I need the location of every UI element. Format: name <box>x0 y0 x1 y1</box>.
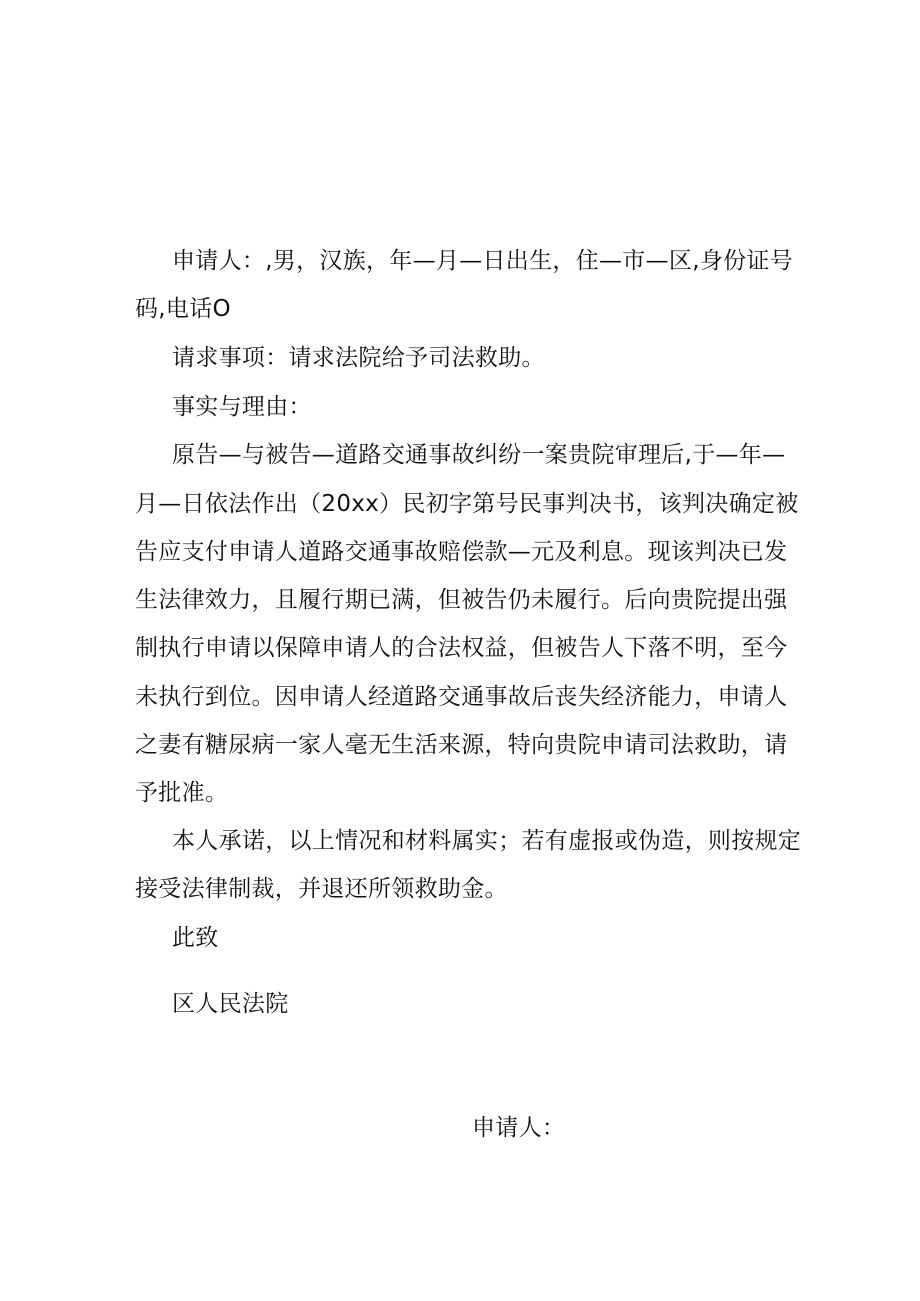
facts-line-8: 予批准。 <box>135 780 229 806</box>
facts-line-4: 生法律效力，且履行期已满，但被告仍未履行。后向贵院提出强 <box>135 587 788 613</box>
facts-line-5: 制执行申请以保障申请人的合法权益，但被告人下落不明，至今 <box>135 635 788 661</box>
facts-line-7: 之妻有糖尿病一家人毫无生活来源，特向贵院申请司法救助，请 <box>135 732 788 758</box>
facts-line-6: 未执行到位。因申请人经道路交通事故后丧失经济能力，申请人 <box>135 684 788 710</box>
facts-line-1: 原告—与被告—道路交通事故纠纷一案贵院审理后,于—年— <box>172 442 786 468</box>
facts-line-3: 告应支付申请人道路交通事故赔偿款—元及利息。现该判决已发 <box>135 539 788 565</box>
signature-label: 申请人： <box>472 1115 566 1141</box>
applicant-info-line-1: 申请人：,男，汉族，年—月—日出生，住—市—区,身份证号 <box>172 248 794 274</box>
applicant-info-line-2: 码,电话O <box>135 296 231 322</box>
closing-salutation: 此致 <box>172 925 219 951</box>
facts-line-2: 月—日依法作出（20xx）民初字第号民事判决书，该判决确定被 <box>135 491 799 517</box>
request-items: 请求事项：请求法院给予司法救助。 <box>172 345 545 371</box>
facts-heading: 事实与理由： <box>172 394 312 420</box>
recipient-court: 区人民法院 <box>172 991 289 1017</box>
pledge-line-2: 接受法律制裁，并退还所领救助金。 <box>135 876 508 902</box>
pledge-line-1: 本人承诺，以上情况和材料属实；若有虚报或伪造，则按规定 <box>172 828 802 854</box>
